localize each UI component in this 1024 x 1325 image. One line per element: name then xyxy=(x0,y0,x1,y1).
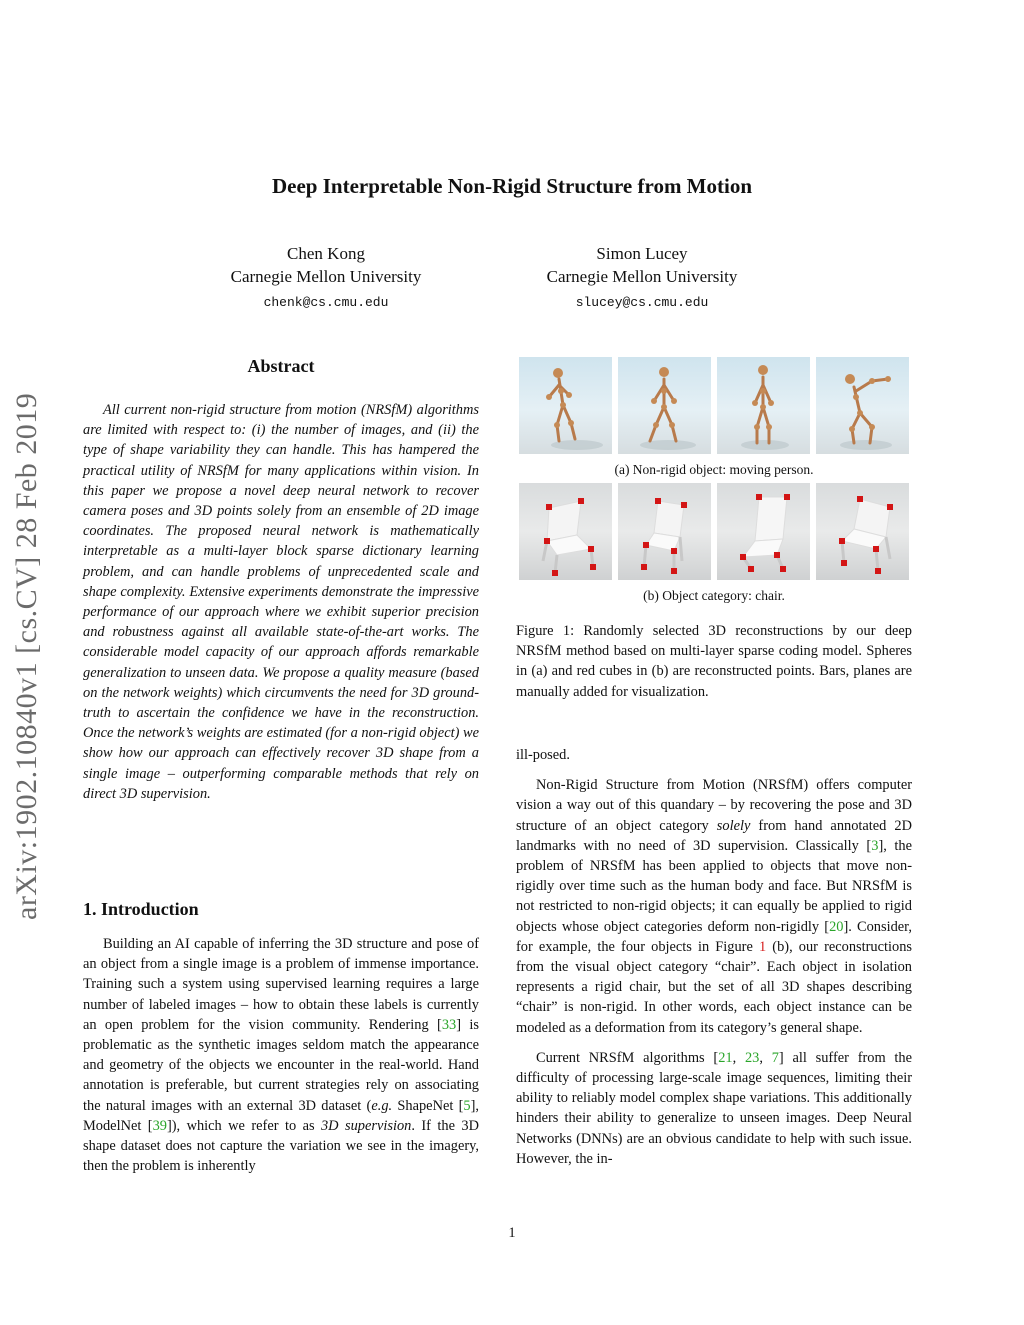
text-run: , xyxy=(759,1049,772,1066)
citation-link[interactable]: 5 xyxy=(463,1097,471,1114)
text-run: from hand annotated 2D landmarks with no need of 3D supervision. Classically [ xyxy=(516,817,912,854)
intro-paragraph xyxy=(83,934,479,1176)
text-run: Building an AI capable of inferring the 3D structure and pose of an object from a single image is a problem of immense importance. Training such a system using supervised learning requires a large number of labeled images – how to obtain these labels is currently an open problem for the vision community. Rendering [ xyxy=(83,936,479,1033)
figure-panel-chair-2 xyxy=(618,483,711,580)
person-figure-icon xyxy=(816,357,909,454)
author-block-1 xyxy=(176,242,476,314)
figure-panel-chair-4 xyxy=(816,483,909,580)
arxiv-identifier: arXiv:1902.10840v1 [cs.CV] 28 Feb 2019 xyxy=(10,392,43,920)
figure-panel-person-2 xyxy=(618,357,711,454)
figure-caption: Figure 1: Randomly selected 3D reconstructions by our deep NRSfM method based on multi-layer sparse coding model. Spheres in (a) and red cubes in (b) are reconstructed points. Bars, planes are manually added for visualization. xyxy=(516,623,912,700)
abstract-heading: Abstract xyxy=(247,356,315,376)
chair-figure-icon xyxy=(717,483,810,580)
text-run: ], ModelNet [ xyxy=(83,1097,480,1134)
citation-link[interactable]: 33 xyxy=(441,1016,457,1033)
section-heading-introduction: 1. Introduction xyxy=(83,899,199,919)
text-run: (b), our reconstructions from the visual object category “chair”. Each object in isolation represents a rigid chair, but the set of all 3D shapes describing “chair” is non-rigid. In other words, each object instance can be modeled as a deformation from its category’s general shape. xyxy=(516,938,912,1036)
text-run: ] is problematic as the synthetic images seldom match the appearance and geometry of the objects we encounter in the real-world. Hand annotation is preferable, but current strategies rely on associating the natural images with an external 3D dataset ( xyxy=(83,1016,479,1114)
text-run: . If the 3D shape dataset does not capture the variation we see in the imagery, then the problem is inherently xyxy=(83,1117,479,1175)
chair-figure-icon xyxy=(816,483,909,580)
author-email[interactable]: chenk@cs.cmu.edu xyxy=(263,295,389,310)
text-run: e.g. xyxy=(371,1097,393,1114)
author-block-2 xyxy=(492,242,792,314)
citation-link[interactable]: 23 xyxy=(744,1049,760,1066)
author-name: Chen Kong xyxy=(287,244,365,263)
figure-panel-chair-3 xyxy=(717,483,810,580)
text-run: ], the problem of NRSfM has been applied to objects that move non-rigidly over time such as the human body and face. But NRSfM is not restricted to non-rigid objects; it can equally be applied to rigid objects whose object categories deform non-rigidly [ xyxy=(516,837,912,935)
author-affiliation: Carnegie Mellon University xyxy=(546,267,738,286)
paragraph-current-algorithms xyxy=(516,1048,912,1169)
text-run: 3D supervision xyxy=(320,1117,412,1134)
citation-link[interactable]: 21 xyxy=(718,1049,733,1066)
person-figure-icon xyxy=(717,357,810,454)
chair-figure-icon xyxy=(618,483,711,580)
text-run: solely xyxy=(716,817,751,834)
text-run: , xyxy=(732,1049,745,1066)
figure-panel-person-4 xyxy=(816,357,909,454)
figure-panel-person-3 xyxy=(717,357,810,454)
right-column-text xyxy=(516,745,912,1169)
subcaption-b: (b) Object category: chair. xyxy=(643,588,785,603)
citation-link[interactable]: 7 xyxy=(771,1049,779,1066)
text-run: ShapeNet [ xyxy=(392,1097,464,1114)
subcaption-a: (a) Non-rigid object: moving person. xyxy=(614,462,814,477)
person-figure-icon xyxy=(618,357,711,454)
citation-link[interactable]: 39 xyxy=(152,1117,167,1134)
abstract-text: All current non-rigid structure from motion (NRSfM) algorithms are limited with respect to: (i) the number of images, and (ii) the type of shape variability they can handle. This has hampered the practical utility of NRSfM for many applications within vision. In this paper we propose a novel deep neural network to recover camera poses and 3D points solely from an ensemble of 2D image coordinates. The proposed neural network is mathematically interpretable as a multi-layer block sparse dictionary learning problem, and can handle problems of unprecedented scale and shape complexity. Extensive experiments demonstrate the impressive performance of our approach where we exhibit superior precision and robustness against all available state-of-the-art works. The considerable model capacity of our approach affords remarkable generalization to unseen data. We propose a quality measure (based on the network weights) which circumvents the need for 3D ground-truth to ascertain the confidence we have in the reconstruction. Once the network’s weights are estimated (for a non-rigid object) we show how our approach can effectively recover 3D shape from a single image – outperforming comparable methods that rely on direct 3D supervision. xyxy=(83,402,479,802)
text-run: ]), which we refer to as xyxy=(166,1117,321,1134)
text-run: ] all suffer from the difficulty of processing large-scale image sequences, limiting their ability to reliably model complex shape variations. This additionally hinders their ability to generalize to unseen images. Deep Neural Networks (DNNs) are an obvious candidate to help with such issue. However, the in- xyxy=(516,1049,913,1167)
author-affiliation: Carnegie Mellon University xyxy=(230,267,422,286)
author-email[interactable]: slucey@cs.cmu.edu xyxy=(575,295,709,310)
citation-link[interactable]: 20 xyxy=(829,918,844,935)
text-run: Current NRSfM algorithms [ xyxy=(536,1049,719,1066)
person-figure-icon xyxy=(519,357,612,454)
page-number: 1 xyxy=(508,1225,516,1241)
paragraph-continuation: ill-posed. xyxy=(516,747,570,763)
chair-figure-icon xyxy=(519,483,612,580)
author-name: Simon Lucey xyxy=(596,244,688,263)
paragraph-nrsfm xyxy=(516,775,912,1038)
figure-reference-link[interactable]: 1 xyxy=(758,938,767,955)
figure-panel-chair-1 xyxy=(519,483,612,580)
citation-link[interactable]: 3 xyxy=(871,837,879,854)
figure-panel-person-1 xyxy=(519,357,612,454)
text-run: Non-Rigid Structure from Motion (NRSfM) offers computer vision a way out of this quandary – by recovering the pose and 3D structure of an object category xyxy=(516,777,912,834)
text-run: ]. Consider, for example, the four objects in Figure xyxy=(516,918,912,955)
paper-title: Deep Interpretable Non-Rigid Structure from Motion xyxy=(271,174,753,198)
